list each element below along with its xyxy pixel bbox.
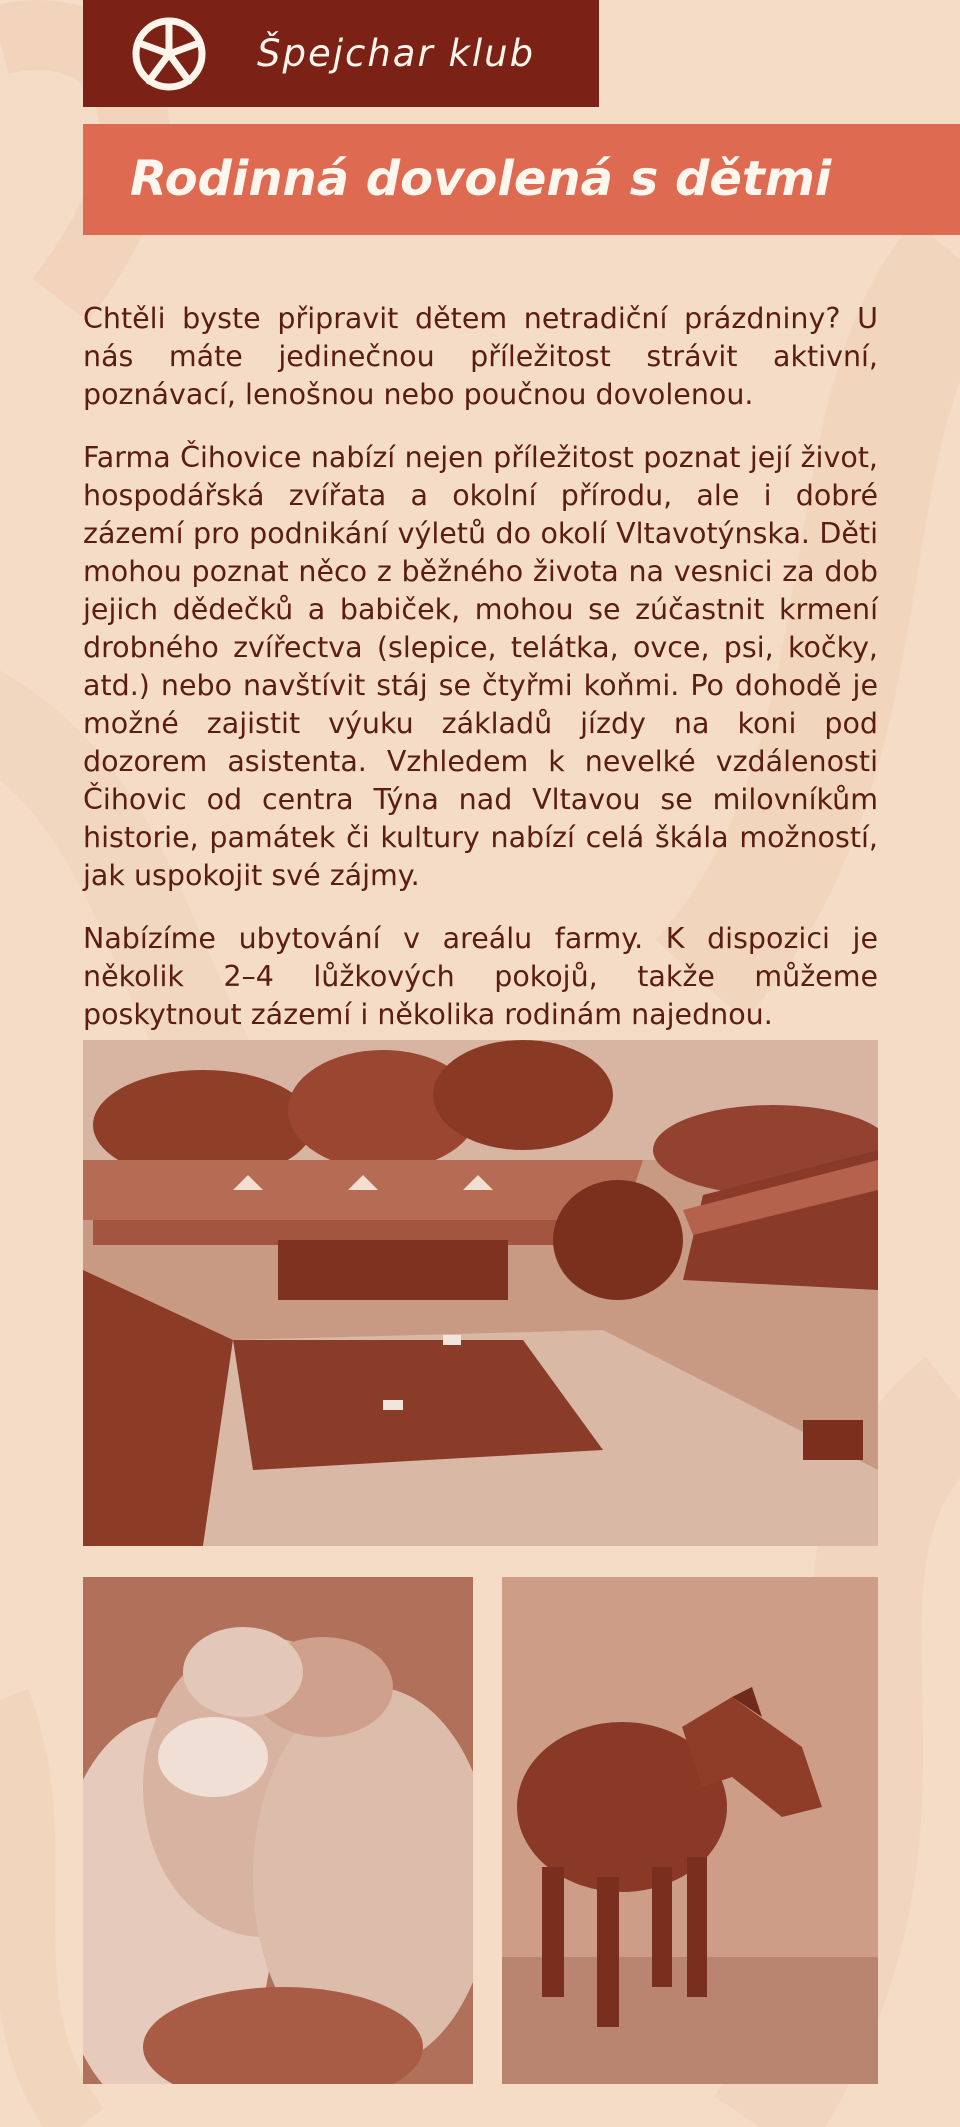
- farm-paragraph: Farma Čihovice nabízí nejen příležitost poznat její život, hospodářská zvířata a okolní přírodu, ale i dobré zázemí pro podnikání výletů do okolí Vltavotýnska. Děti mohou poznat něco z běžného života na vesnici za dob jejich dědečků a babiček, mohou se zúčastnit krmení drobného zvířectva (slepice, telátka, ovce, psi, kočky, atd.) nebo navštívit stáj se čtyřmi koňmi. Po dohodě je možné zajistit výuku základů jízdy na koni pod dozorem asistenta. Vzhledem k nevelké vzdálenosti Čihovic od centra Týna nad Vltavou se milovníkům historie, památek či kultury nabízí celá škála možností, jak uspokojit své zájmy.: [83, 441, 878, 892]
- intro-paragraph: Chtěli byste připravit dětem netradiční prázdniny? U nás máte jedinečnou příležitost strávit aktivní, poznávací, lenošnou nebo poučnou dovolenou.: [83, 302, 878, 411]
- page-title: Rodinná dovolená s dětmi: [130, 151, 832, 207]
- club-header: [83, 0, 599, 107]
- club-name: Špejchar klub: [257, 32, 536, 75]
- title-band: [83, 124, 960, 235]
- wheel-logo-icon: [123, 15, 215, 93]
- article-body: [83, 300, 878, 1059]
- horse-photo: [502, 1577, 878, 2084]
- sheep-photo: [83, 1577, 473, 2084]
- accommodation-paragraph: Nabízíme ubytování v areálu farmy. K dispozici je několik 2–4 lůžkových pokojů, takže můžeme poskytnout zázemí i několika rodinám najednou.: [83, 922, 878, 1031]
- farm-courtyard-photo: [83, 1040, 878, 1546]
